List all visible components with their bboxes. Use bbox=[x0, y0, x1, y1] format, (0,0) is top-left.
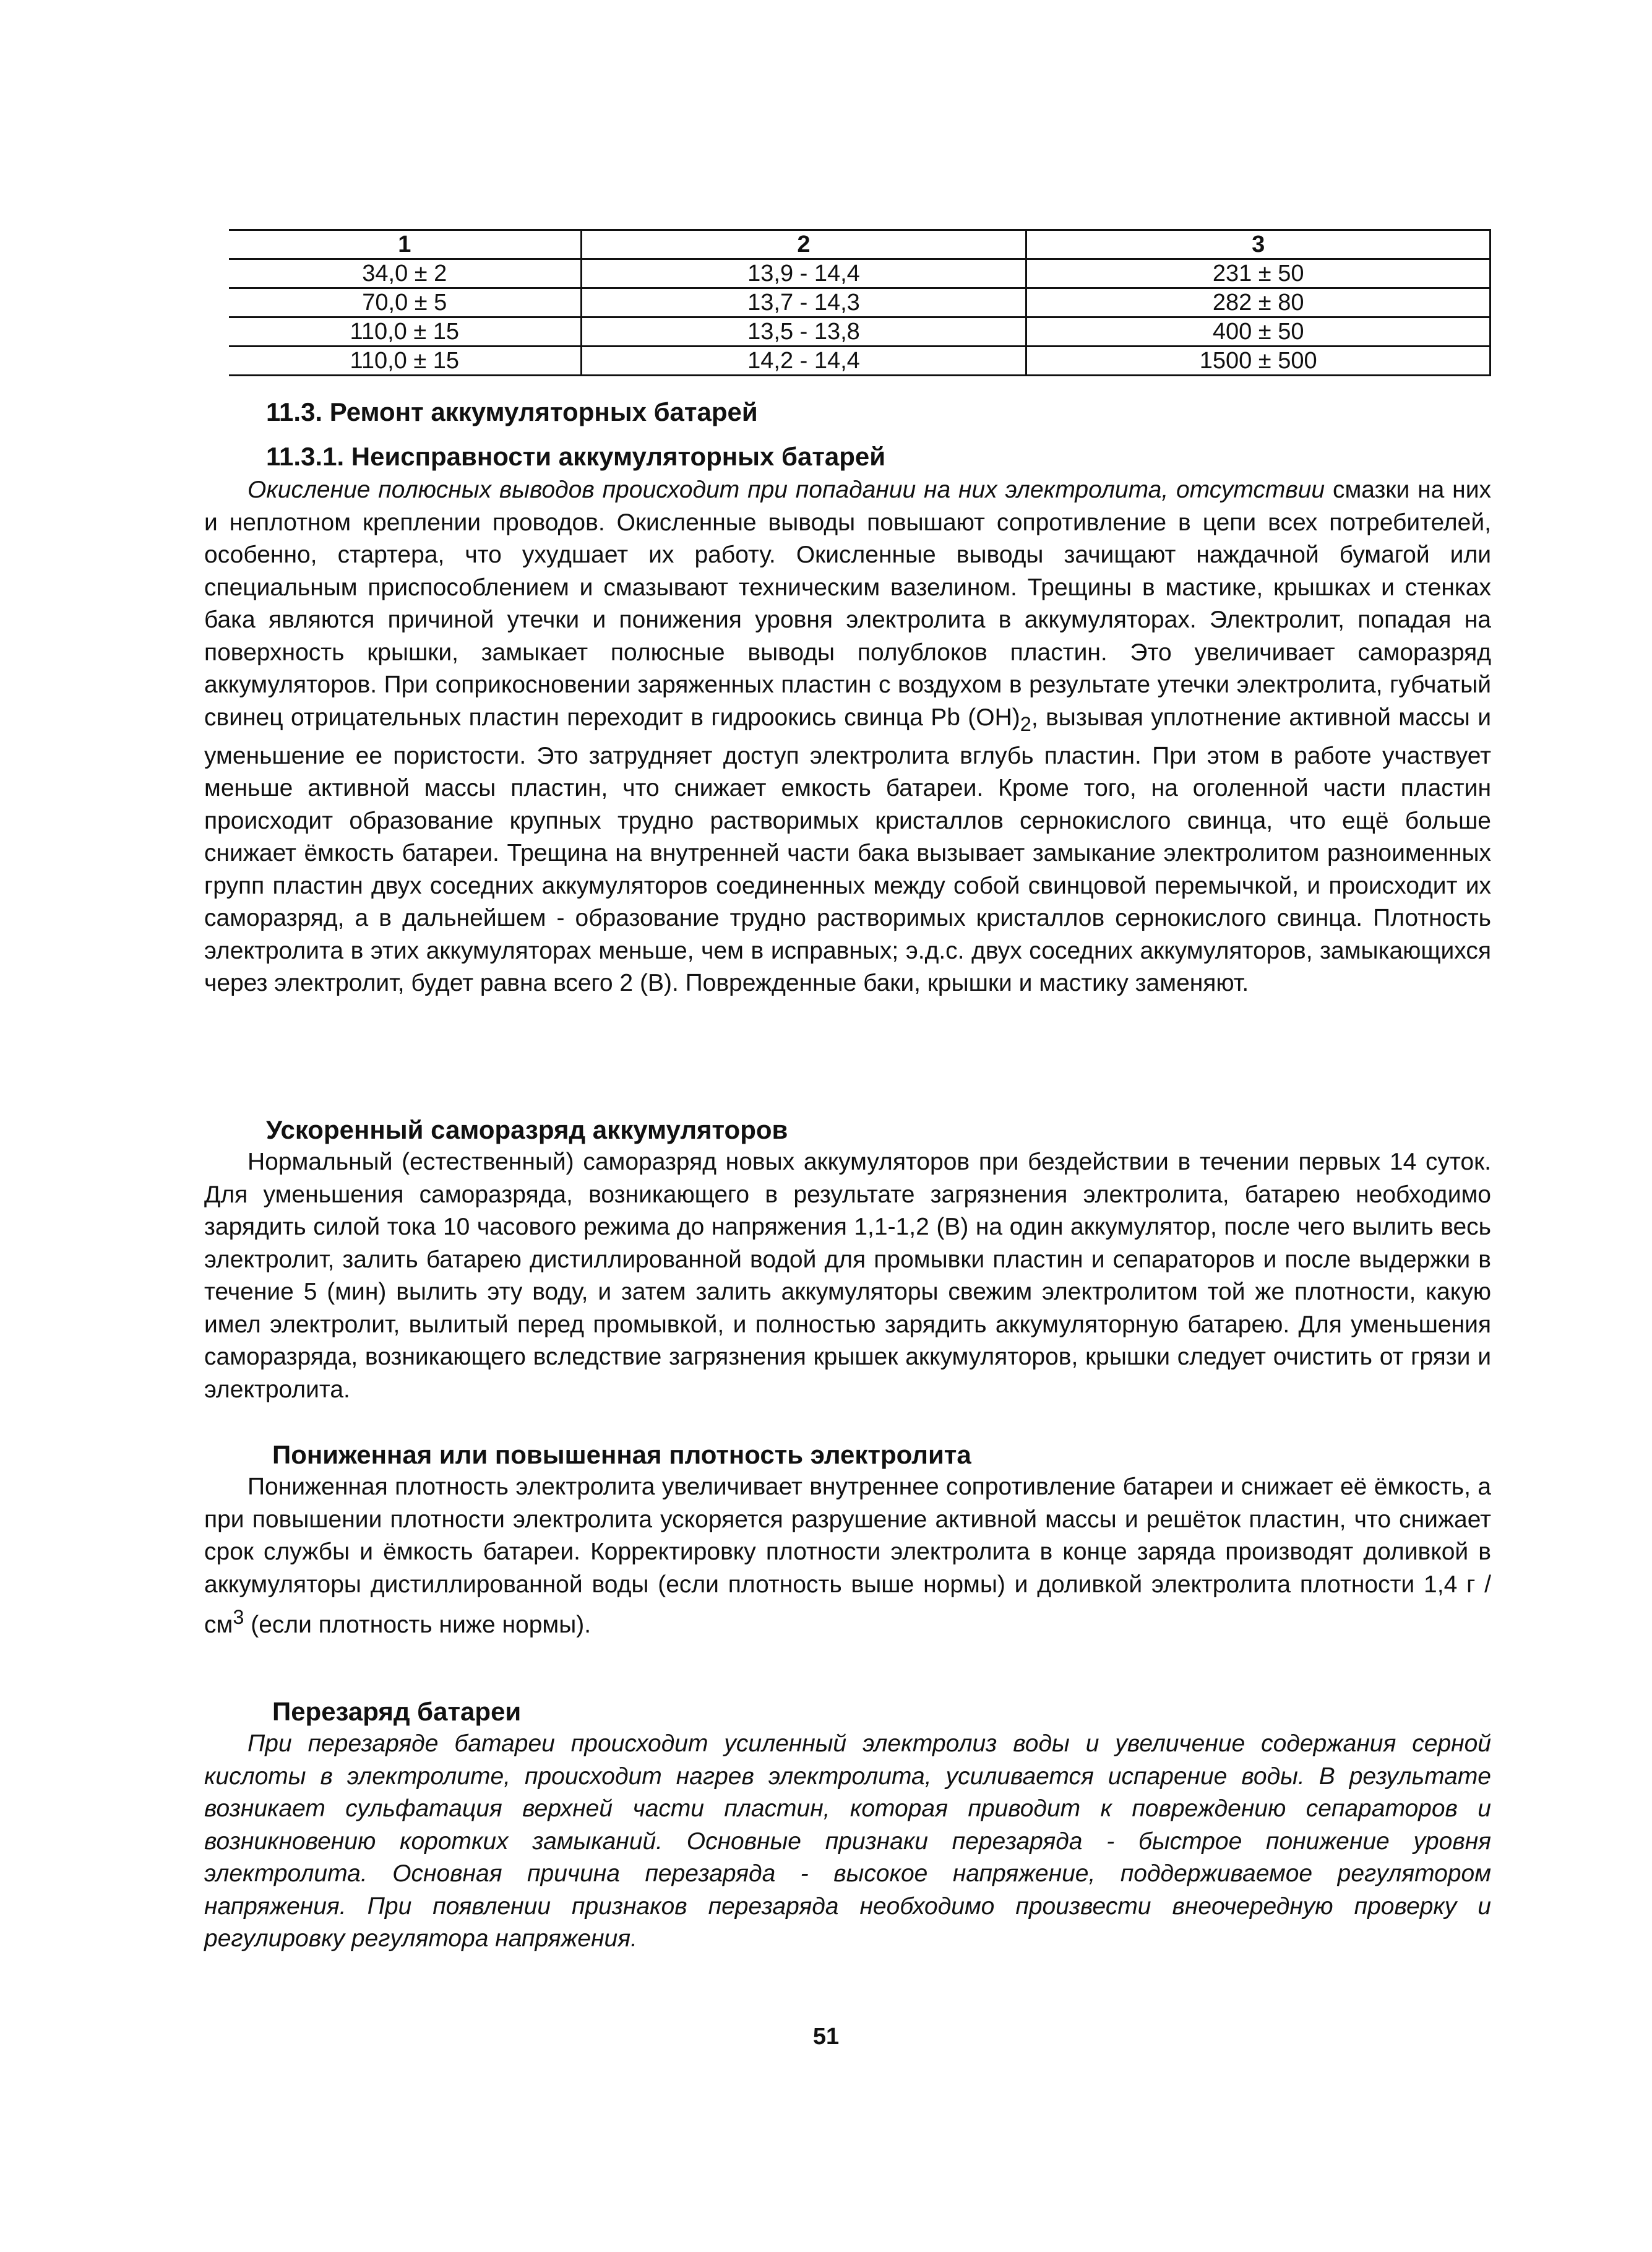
section-title: 11.3. Ремонт аккумуляторных батарей bbox=[266, 397, 758, 426]
table-header-cell: 3 bbox=[1026, 230, 1491, 259]
paragraph-text: Нормальный (естественный) саморазряд новых аккумуляторов при бездействии в течении первых 14 суток. Для уменьшения саморазряда, возникающего в результате загрязнения электролита, батарею необходимо зарядить силой тока 10 часового режима до напряжения 1,1-1,2 (В) на один аккумулятор, после чего вылить весь электролит, залить батарею дистиллированной водой для промывки пластин и сепараторов и после выдержки в течение 5 (мин) вылить эту воду, и затем залить аккумуляторы свежим электролитом той же плотности, какую имел электролит, вылитый перед промывкой, и полностью зарядить аккумуляторную батарею. Для уменьшения саморазряда, возникающего вследствие загрязнения крышек аккумуляторов, крышки следует очистить от грязи и электролита. bbox=[204, 1149, 1491, 1403]
data-table bbox=[229, 229, 1491, 376]
paragraph-density bbox=[204, 1471, 1491, 1642]
table-row bbox=[229, 347, 1491, 376]
superscript: 3 bbox=[233, 1606, 244, 1628]
table-header-cell: 2 bbox=[581, 230, 1026, 259]
subscript: 2 bbox=[1020, 712, 1031, 735]
table-cell: 34,0 ± 2 bbox=[229, 259, 581, 288]
table-row bbox=[229, 288, 1491, 317]
paragraph-text: (если плотность ниже нормы). bbox=[244, 1611, 592, 1638]
heading-self-discharge: Ускоренный саморазряд аккумуляторов bbox=[266, 1115, 788, 1144]
heading-overcharge: Перезаряд батареи bbox=[272, 1697, 522, 1726]
table-cell: 13,7 - 14,3 bbox=[581, 288, 1026, 317]
table-cell: 1500 ± 500 bbox=[1026, 347, 1491, 376]
table-cell: 282 ± 80 bbox=[1026, 288, 1491, 317]
paragraph-text: смазки на них и неплотном креплении проводов. Окисленные выводы повышают сопротивление в цепи всех потребителей, особенно, стартера, что ухудшает их работу. Окисленные выводы зачищают наждачной бумагой или специальным приспособлением и смазывают техническим вазелином. Трещины в мастике, крышках и стенках бака являются причиной утечки и понижения уровня электролита в аккумуляторах. Электролит, попадая на поверхность крышки, замыкает полюсные выводы полублоков пластин. Это увеличивает саморазряд аккумуляторов. При соприкосновении заряженных пластин с воздухом в результате утечки электролита, губчатый свинец отрицательных пластин переходит в гидроокись свинца Pb (OH) bbox=[204, 477, 1491, 731]
subsection-title: 11.3.1. Неисправности аккумуляторных батарей bbox=[266, 442, 886, 471]
table-cell: 400 ± 50 bbox=[1026, 317, 1491, 347]
table-cell: 13,5 - 13,8 bbox=[581, 317, 1026, 347]
paragraph-text: , вызывая уплотнение активной массы и уменьшение ее пористости. Это затрудняет доступ электролита вглубь пластин. При этом в работе участвует меньше активной массы пластин, что снижает емкость батареи. Кроме того, на оголенной части пластин происходит образование крупных трудно растворимых кристаллов сернокислого свинца, что ещё больше снижает ёмкость батареи. Трещина на внутренней части бака вызывает замыкание электролитом разноименных групп пластин двух соседних аккумуляторов соединенных между собой свинцовой перемычкой, и происходит их саморазряд, а в дальнейшем - образование трудно растворимых кристаллов сернокислого свинца. Плотность электролита в этих аккумуляторах меньше, чем в исправных; э.д.с. двух соседних аккумуляторов, замыкающихся через электролит, будет равна всего 2 (В). Поврежденные баки, крышки и мастику заменяют. bbox=[204, 704, 1491, 997]
page-number: 51 bbox=[812, 2024, 840, 2050]
paragraph-text: Пониженная плотность электролита увеличивает внутреннее сопротивление батареи и снижает её ёмкость, а при повышении плотности электролита ускоряется разрушение активной массы и решёток пластин, что снижает срок службы и ёмкость батареи. Корректировку плотности электролита в конце заряда производят доливкой в аккумуляторы дистиллированной воды (если плотность выше нормы) и доливкой электролита плотности 1,4 г /см bbox=[204, 1473, 1491, 1638]
paragraph-lead-text: Окисление полюсных выводов происходит при попадании на них электролита, отсутствии bbox=[247, 477, 1325, 503]
table-row bbox=[229, 317, 1491, 347]
heading-density: Пониженная или повышенная плотность электролита bbox=[272, 1440, 971, 1469]
table-cell: 110,0 ± 15 bbox=[229, 347, 581, 376]
table-cell: 13,9 - 14,4 bbox=[581, 259, 1026, 288]
paragraph-text: При перезаряде батареи происходит усиленный электролиз воды и увеличение содержания серной кислоты в электролите, происходит нагрев электролита, усиливается испарение воды. В результате возникает сульфатация верхней части пластин, которая приводит к повреждению сепараторов и возникновению коротких замыканий. Основные признаки перезаряда - быстрое понижение уровня электролита. Основная причина перезаряда - высокое напряжение, поддерживаемое регулятором напряжения. При появлении признаков перезаряда необходимо произвести внеочередную проверку и регулировку регулятора напряжения. bbox=[204, 1730, 1491, 1952]
table-cell: 110,0 ± 15 bbox=[229, 317, 581, 347]
table-header-row bbox=[229, 230, 1491, 259]
paragraph-self-discharge bbox=[204, 1146, 1491, 1406]
table-header-cell: 1 bbox=[229, 230, 581, 259]
table-cell: 231 ± 50 bbox=[1026, 259, 1491, 288]
table-row bbox=[229, 259, 1491, 288]
paragraph-overcharge bbox=[204, 1728, 1491, 1956]
table-cell: 14,2 - 14,4 bbox=[581, 347, 1026, 376]
paragraph-oxidation bbox=[204, 474, 1491, 1000]
table-cell: 70,0 ± 5 bbox=[229, 288, 581, 317]
